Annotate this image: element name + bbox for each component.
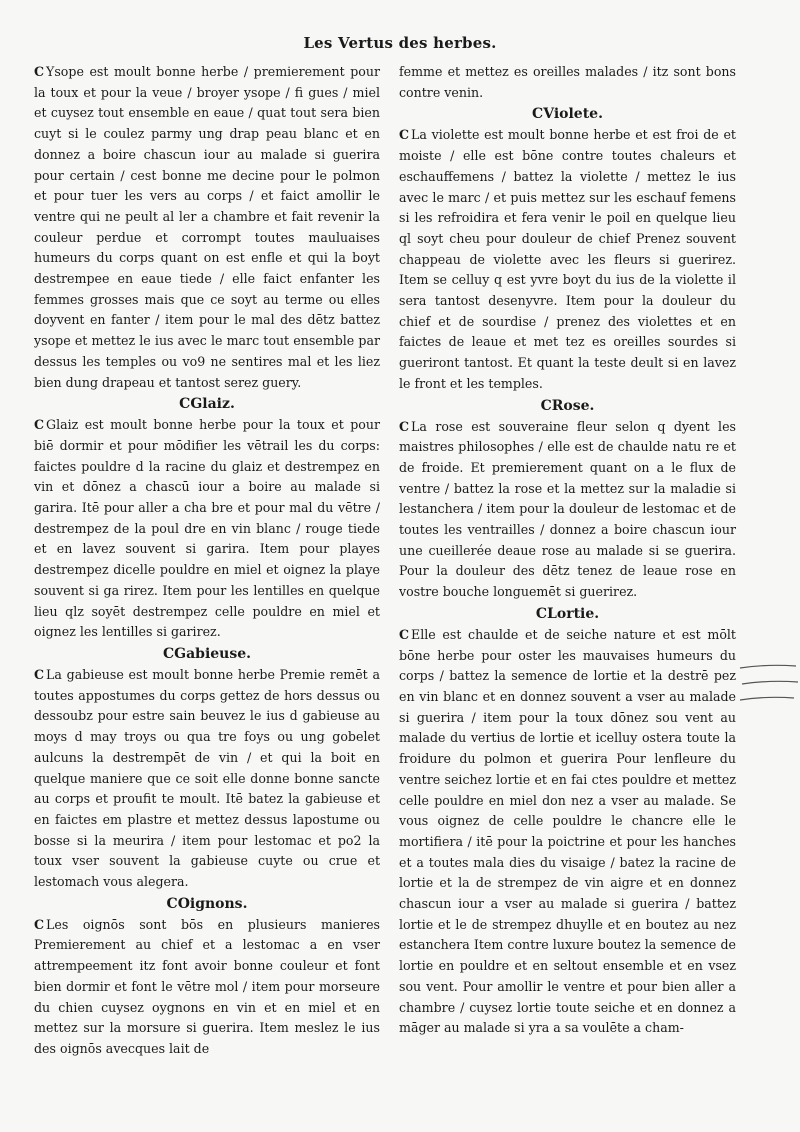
left-column: [34, 62, 380, 1060]
entry-text: Les oignōs sont bōs en plusieurs manieres Premierement au chief et a lestomac a en vser attrempeement itz font avoir bonne couleur et font bien dormir et font le vētre mol / item pour morseure du chien cuysez oygnons en vin et en miel et en mettez sur la morsure si guerira. Item meslez le ius des oignōs avecques lait de: [34, 916, 380, 1056]
entry-lortie: [399, 625, 736, 1039]
right-column: [399, 62, 736, 1039]
entry-text: La gabieuse est moult bonne herbe Premie remēt a toutes appostumes du corps gettez de hors dessus ou dessoubz pour estre sain beuvez le ius d gabieuse au moys d may troys ou qua tre foys ou ung gobelet aulcuns la destrempēt de vin / et qui la boit en quelque maniere que ce soit elle donne bonne sancte au corps et proufit te moult. Itē batez la gabieuse et en faictes em plastre et mettez dessus lapostume ou bosse si la meurira / item pour lestomac et po2 la toux vser souvent la gabieuse cuyte ou crue et lestomach vous alegera.: [34, 666, 380, 890]
pilcrow-mark: C: [399, 127, 410, 143]
pilcrow-mark: C: [34, 666, 45, 682]
pilcrow-mark: C: [399, 626, 410, 642]
entry-title: CGabieuse.: [162, 645, 252, 662]
entry-title: CViolete.: [532, 106, 603, 123]
pilcrow-mark: C: [535, 605, 548, 622]
entry-text: Glaiz est moult bonne herbe pour la toux et pour biē dormir et pour mōdifier les vētrail les du corps: faictes pouldre d la racine du glaiz et destrempez en vin et dōnez a chascū iour a boire au malade si garira. Itē pour aller a cha bre et pour mal du vētre / destrempez de la poul dre en vin blanc / rouge tiede et en lavez souvent si garira. Item pour playes destrempez dicelle pouldre en miel et oignez la playe souvent si ga rirez. Item pour les lentilles en quelque lieu qlz soyēt destrempez celle pouldre en miel et oignez les lentilles si garirez.: [34, 417, 380, 640]
pen-strokes-icon: [736, 660, 800, 710]
entry-continuation: [399, 62, 736, 103]
entry-text: Ysope est moult bonne herbe / premierement pour la toux et pour la veue / broyer ysope / fi gues / miel et cuysez tout ensemble en eaue / quat tout sera bien cuyt si le coulez parmy ung drap peau blanc et en donnez a boire chascun iour au malade si guerira pour certain / cest bonne me decine pour le polmon et pour tuer les vers au corps / et faict amollir le ventre qui ne peult al ler a chambre et fait revenir la couleur perdue et corrompt toutes mauluaises humeurs du corps quant on est enfle et qui la boyt destrempee en eaue tiede / elle faict enfanter les femmes grosses mais que ce soyt au terme ou elles doyvent en fanter / item pour le mal des dētz battez ysope et mettez le ius avec le marc tout ensemble par dessus les temples ou vo9 ne sentires mal et les liez bien dung drapeau et tantost serez guery.: [34, 64, 380, 390]
entry-text: femme et mettez es oreilles malades / itz sont bons contre venin.: [399, 64, 736, 100]
entry-text: La violette est moult bonne herbe et est froi de et moiste / elle est bōne contre toutes chaleurs et eschauffemens / battez la violette / mettez le ius avec le marc / et puis mettez sur les eschauf femens si les refroidira et fera venir le poil en quelque lieu ql soyt cheu pour douleur de chief Prenez souvent chappeau de violette avec les fleurs si guerirez. Item se celluy q est yvre boyt du ius de la violette il sera tantost desenyvre. Item pour la douleur du chief et de sourdise / prenez des violettes et en faictes de leaue et met tez es oreilles sourdes si gueriront tantost. Et quant la teste deult si en lavez le front et les temples.: [399, 127, 736, 391]
entry-rose: [399, 417, 736, 603]
pilcrow-mark: C: [166, 895, 178, 912]
pilcrow-mark: C: [34, 417, 45, 433]
entry-text: La rose est souveraine fleur selon q dyent les maistres philosophes / elle est de chaulde natu re et de froide. Et premierement quant on a le flux de ventre / battez la rose et la mettez sur la maladie si lestanchera / item pour la douleur de lestomac et de toutes les ventrailles / donnez a boire chascun iour une cueillerée deaue rose au malade si se guerira. Pour la douleur des dētz tenez de leaue rose en vostre bouche longuemēt si guerirez.: [399, 418, 736, 600]
pilcrow-mark: C: [162, 645, 175, 662]
margin-pen-marks: [736, 660, 800, 710]
entry-violete: [399, 125, 736, 394]
entry-gabieuse: [34, 665, 380, 893]
pilcrow-mark: C: [540, 397, 552, 414]
pilcrow-mark: C: [179, 396, 191, 413]
entry-oignons: [34, 915, 380, 1060]
pilcrow-mark: C: [399, 418, 410, 434]
entry-title: COignons.: [166, 895, 248, 912]
running-head: Les Vertus des herbes.: [303, 34, 497, 52]
entry-ysope: [34, 62, 380, 393]
pilcrow-mark: C: [34, 916, 45, 932]
pilcrow-mark: C: [532, 106, 544, 123]
entry-title: CGlaiz.: [179, 396, 235, 413]
entry-glaiz: [34, 415, 380, 643]
pilcrow-mark: C: [34, 64, 45, 79]
entry-title: CRose.: [540, 397, 595, 414]
entry-text: Elle est chaulde et de seiche nature et est mōlt bōne herbe pour oster les mauvaises humeurs du corps / battez la semence de lortie et la destrē pez en vin blanc et en donnez souvent a vser au malade si guerira / item pour la toux dōnez sou vent au malade du vertius de lortie et icelluy ostera toute la froidure du polmon et guerira Pour lenfleure du ventre seichez lortie et en fai ctes pouldre et mettez celle pouldre en miel don nez a vser au malade. Se vous oignez de celle pouldre le chancre elle le mortifiera / itē pour la poictrine et pour les hanches et a toutes mala dies du visaige / batez la racine de lortie et la de strempez de vin aigre et en donnez chascun iour a vser au malade si guerira / battez lortie et le de strempez dhuylle et en boutez au nez estanchera Item contre luxure boutez la semence de lortie en pouldre et en seltout ensemble et en vsez sou vent. Pour amollir le ventre et pour bien aller a chambre / cuysez lortie toute seiche et en donnez a māger au malade si yra a sa voulēte a cham-: [399, 626, 736, 1036]
entry-title: CLortie.: [535, 605, 600, 622]
